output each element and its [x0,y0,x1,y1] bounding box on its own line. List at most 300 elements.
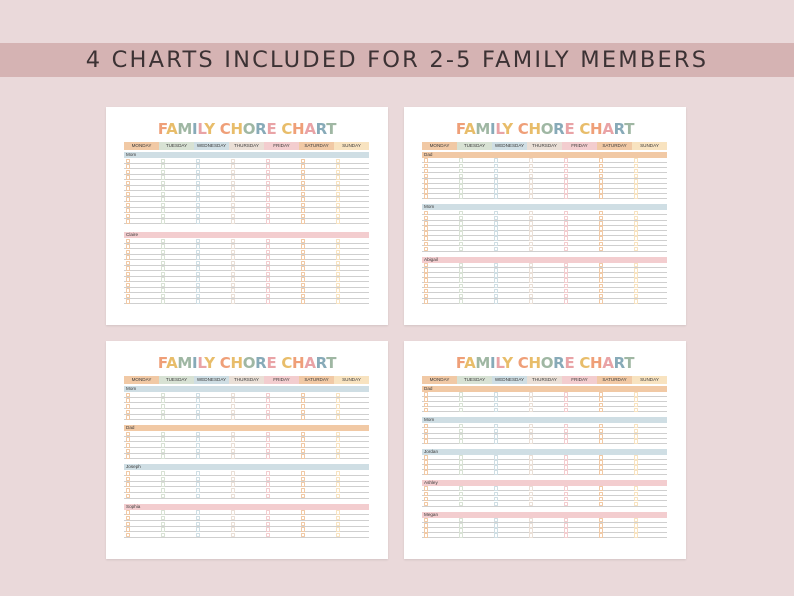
chore-checkbox[interactable] [196,203,201,208]
chore-checkbox[interactable] [126,398,131,403]
chore-checkbox[interactable] [266,398,271,403]
chore-checkbox[interactable] [336,494,341,499]
chore-checkbox[interactable] [126,181,131,186]
chore-checkbox[interactable] [196,277,201,282]
chore-checkbox[interactable] [196,488,201,493]
chore-checkbox[interactable] [196,522,201,527]
chore-checkbox[interactable] [231,277,236,282]
chore-checkbox[interactable] [336,170,341,175]
chore-checkbox[interactable] [336,272,341,277]
chore-checkbox[interactable] [599,408,604,413]
chore-checkbox[interactable] [336,432,341,437]
chore-checkbox[interactable] [266,288,271,293]
chore-checkbox[interactable] [231,239,236,244]
chore-checkbox[interactable] [301,277,306,282]
chore-checkbox[interactable] [126,266,131,271]
chore-checkbox[interactable] [231,266,236,271]
chore-checkbox[interactable] [126,443,131,448]
chore-checkbox[interactable] [424,439,429,444]
chore-checkbox[interactable] [266,219,271,224]
chore-checkbox[interactable] [529,247,534,252]
chore-checkbox[interactable] [231,432,236,437]
chore-checkbox[interactable] [301,471,306,476]
chore-checkbox[interactable] [126,186,131,191]
chore-checkbox[interactable] [161,283,166,288]
chore-checkbox[interactable] [336,244,341,249]
chore-checkbox[interactable] [564,408,569,413]
chore-checkbox[interactable] [301,203,306,208]
chore-checkbox[interactable] [196,239,201,244]
chore-checkbox[interactable] [494,502,499,507]
chore-checkbox[interactable] [301,239,306,244]
chore-checkbox[interactable] [301,181,306,186]
chore-checkbox[interactable] [266,164,271,169]
chore-checkbox[interactable] [161,192,166,197]
chore-checkbox[interactable] [301,214,306,219]
chore-checkbox[interactable] [266,443,271,448]
chore-checkbox[interactable] [126,203,131,208]
chore-checkbox[interactable] [231,197,236,202]
chore-checkbox[interactable] [196,214,201,219]
chore-checkbox[interactable] [196,197,201,202]
chore-checkbox[interactable] [126,170,131,175]
chore-checkbox[interactable] [424,470,429,475]
chore-checkbox[interactable] [231,404,236,409]
chore-checkbox[interactable] [231,164,236,169]
chore-checkbox[interactable] [336,482,341,487]
chore-checkbox[interactable] [196,482,201,487]
chore-checkbox[interactable] [301,432,306,437]
chore-checkbox[interactable] [459,502,464,507]
chore-checkbox[interactable] [529,408,534,413]
chore-checkbox[interactable] [161,432,166,437]
chore-checkbox[interactable] [564,299,569,304]
chore-checkbox[interactable] [126,299,131,304]
chore-checkbox[interactable] [126,404,131,409]
chore-checkbox[interactable] [196,415,201,420]
chore-checkbox[interactable] [301,398,306,403]
chore-checkbox[interactable] [336,239,341,244]
chore-checkbox[interactable] [231,186,236,191]
chore-checkbox[interactable] [126,219,131,224]
chore-checkbox[interactable] [161,482,166,487]
chore-checkbox[interactable] [634,194,639,199]
chore-checkbox[interactable] [231,299,236,304]
chore-checkbox[interactable] [301,255,306,260]
chore-checkbox[interactable] [126,522,131,527]
chore-checkbox[interactable] [196,471,201,476]
chore-checkbox[interactable] [196,432,201,437]
chore-checkbox[interactable] [126,192,131,197]
chore-checkbox[interactable] [301,159,306,164]
chore-checkbox[interactable] [126,477,131,482]
chore-checkbox[interactable] [266,181,271,186]
chore-checkbox[interactable] [424,299,429,304]
chore-checkbox[interactable] [231,516,236,521]
chore-checkbox[interactable] [301,170,306,175]
chore-checkbox[interactable] [336,266,341,271]
chore-checkbox[interactable] [336,175,341,180]
chore-checkbox[interactable] [196,494,201,499]
chore-checkbox[interactable] [161,510,166,515]
chore-checkbox[interactable] [301,522,306,527]
chore-checkbox[interactable] [231,510,236,515]
chore-checkbox[interactable] [301,192,306,197]
chore-checkbox[interactable] [336,404,341,409]
chore-checkbox[interactable] [196,510,201,515]
chore-checkbox[interactable] [599,439,604,444]
chore-checkbox[interactable] [301,510,306,515]
chore-checkbox[interactable] [599,533,604,538]
chore-checkbox[interactable] [161,219,166,224]
chore-checkbox[interactable] [266,527,271,532]
chore-checkbox[interactable] [231,449,236,454]
chore-checkbox[interactable] [634,470,639,475]
chore-checkbox[interactable] [266,494,271,499]
chore-checkbox[interactable] [231,488,236,493]
chore-checkbox[interactable] [231,250,236,255]
chore-checkbox[interactable] [161,471,166,476]
chore-checkbox[interactable] [634,408,639,413]
chore-checkbox[interactable] [301,393,306,398]
chore-checkbox[interactable] [599,502,604,507]
chore-checkbox[interactable] [599,299,604,304]
chore-checkbox[interactable] [196,255,201,260]
chore-checkbox[interactable] [196,272,201,277]
chore-checkbox[interactable] [336,527,341,532]
chore-checkbox[interactable] [266,192,271,197]
chore-checkbox[interactable] [336,510,341,515]
chore-checkbox[interactable] [459,470,464,475]
chore-checkbox[interactable] [336,288,341,293]
chore-checkbox[interactable] [231,482,236,487]
chore-checkbox[interactable] [336,398,341,403]
chore-checkbox[interactable] [266,277,271,282]
chore-checkbox[interactable] [126,494,131,499]
chore-checkbox[interactable] [459,533,464,538]
chore-checkbox[interactable] [336,488,341,493]
chore-checkbox[interactable] [564,533,569,538]
chore-checkbox[interactable] [126,516,131,521]
chore-checkbox[interactable] [494,439,499,444]
chore-checkbox[interactable] [196,516,201,521]
chore-checkbox[interactable] [301,443,306,448]
chore-checkbox[interactable] [161,488,166,493]
chore-checkbox[interactable] [459,194,464,199]
chore-checkbox[interactable] [336,186,341,191]
chore-checkbox[interactable] [301,261,306,266]
chore-checkbox[interactable] [196,288,201,293]
chore-checkbox[interactable] [266,283,271,288]
chore-checkbox[interactable] [634,247,639,252]
chore-checkbox[interactable] [161,415,166,420]
chore-checkbox[interactable] [301,250,306,255]
chore-checkbox[interactable] [196,437,201,442]
chore-checkbox[interactable] [459,439,464,444]
chore-checkbox[interactable] [336,516,341,521]
chore-checkbox[interactable] [301,283,306,288]
chore-checkbox[interactable] [161,214,166,219]
chore-checkbox[interactable] [126,175,131,180]
chore-checkbox[interactable] [529,502,534,507]
chore-checkbox[interactable] [231,410,236,415]
chore-checkbox[interactable] [336,410,341,415]
chore-checkbox[interactable] [336,255,341,260]
chore-checkbox[interactable] [161,244,166,249]
chore-checkbox[interactable] [301,482,306,487]
chore-checkbox[interactable] [161,437,166,442]
chore-checkbox[interactable] [196,404,201,409]
chore-checkbox[interactable] [336,299,341,304]
chore-checkbox[interactable] [266,159,271,164]
chore-checkbox[interactable] [161,533,166,538]
chore-checkbox[interactable] [424,247,429,252]
chore-checkbox[interactable] [161,454,166,459]
chore-checkbox[interactable] [266,522,271,527]
chore-checkbox[interactable] [126,261,131,266]
chore-checkbox[interactable] [634,439,639,444]
chore-checkbox[interactable] [336,197,341,202]
chore-checkbox[interactable] [301,415,306,420]
chore-checkbox[interactable] [529,533,534,538]
chore-checkbox[interactable] [231,159,236,164]
chore-checkbox[interactable] [231,415,236,420]
chore-checkbox[interactable] [231,283,236,288]
chore-checkbox[interactable] [126,239,131,244]
chore-checkbox[interactable] [161,477,166,482]
chore-checkbox[interactable] [529,194,534,199]
chore-checkbox[interactable] [336,415,341,420]
chore-checkbox[interactable] [196,283,201,288]
chore-checkbox[interactable] [266,415,271,420]
chore-checkbox[interactable] [196,393,201,398]
chore-checkbox[interactable] [126,244,131,249]
chore-checkbox[interactable] [161,443,166,448]
chore-checkbox[interactable] [231,471,236,476]
chore-checkbox[interactable] [161,197,166,202]
chore-checkbox[interactable] [301,299,306,304]
chore-checkbox[interactable] [161,159,166,164]
chore-checkbox[interactable] [266,250,271,255]
chore-checkbox[interactable] [231,393,236,398]
chore-checkbox[interactable] [126,272,131,277]
chore-checkbox[interactable] [494,533,499,538]
chore-checkbox[interactable] [301,197,306,202]
chore-checkbox[interactable] [301,454,306,459]
chore-checkbox[interactable] [301,164,306,169]
chore-checkbox[interactable] [196,410,201,415]
chore-checkbox[interactable] [301,244,306,249]
chore-checkbox[interactable] [266,533,271,538]
chore-checkbox[interactable] [161,272,166,277]
chore-checkbox[interactable] [301,219,306,224]
chore-checkbox[interactable] [336,277,341,282]
chore-checkbox[interactable] [196,164,201,169]
chore-checkbox[interactable] [196,454,201,459]
chore-checkbox[interactable] [231,443,236,448]
chore-checkbox[interactable] [266,471,271,476]
chore-checkbox[interactable] [231,244,236,249]
chore-checkbox[interactable] [494,299,499,304]
chore-checkbox[interactable] [266,255,271,260]
chore-checkbox[interactable] [336,283,341,288]
chore-checkbox[interactable] [336,181,341,186]
chore-checkbox[interactable] [196,181,201,186]
chore-checkbox[interactable] [599,194,604,199]
chore-checkbox[interactable] [161,277,166,282]
chore-checkbox[interactable] [564,194,569,199]
chore-checkbox[interactable] [336,393,341,398]
chore-checkbox[interactable] [266,170,271,175]
chore-checkbox[interactable] [266,244,271,249]
chore-checkbox[interactable] [196,208,201,213]
chore-checkbox[interactable] [196,443,201,448]
chore-checkbox[interactable] [231,181,236,186]
chore-checkbox[interactable] [126,488,131,493]
chore-checkbox[interactable] [336,208,341,213]
chore-checkbox[interactable] [336,203,341,208]
chore-checkbox[interactable] [161,250,166,255]
chore-checkbox[interactable] [266,294,271,299]
chore-checkbox[interactable] [196,175,201,180]
chore-checkbox[interactable] [266,432,271,437]
chore-checkbox[interactable] [231,214,236,219]
chore-checkbox[interactable] [301,410,306,415]
chore-checkbox[interactable] [161,516,166,521]
chore-checkbox[interactable] [266,454,271,459]
chore-checkbox[interactable] [266,393,271,398]
chore-checkbox[interactable] [494,408,499,413]
chore-checkbox[interactable] [126,288,131,293]
chore-checkbox[interactable] [231,522,236,527]
chore-checkbox[interactable] [301,449,306,454]
chore-checkbox[interactable] [266,261,271,266]
chore-checkbox[interactable] [126,454,131,459]
chore-checkbox[interactable] [266,488,271,493]
chore-checkbox[interactable] [126,208,131,213]
chore-checkbox[interactable] [231,261,236,266]
chore-checkbox[interactable] [196,266,201,271]
chore-checkbox[interactable] [634,533,639,538]
chore-checkbox[interactable] [336,471,341,476]
chore-checkbox[interactable] [231,527,236,532]
chore-checkbox[interactable] [196,533,201,538]
chore-checkbox[interactable] [529,299,534,304]
chore-checkbox[interactable] [301,186,306,191]
chore-checkbox[interactable] [126,527,131,532]
chore-checkbox[interactable] [126,482,131,487]
chore-checkbox[interactable] [266,510,271,515]
chore-checkbox[interactable] [336,214,341,219]
chore-checkbox[interactable] [266,516,271,521]
chore-checkbox[interactable] [424,533,429,538]
chore-checkbox[interactable] [126,283,131,288]
chore-checkbox[interactable] [126,437,131,442]
chore-checkbox[interactable] [161,266,166,271]
chore-checkbox[interactable] [336,294,341,299]
chore-checkbox[interactable] [459,408,464,413]
chore-checkbox[interactable] [266,203,271,208]
chore-checkbox[interactable] [231,192,236,197]
chore-checkbox[interactable] [126,415,131,420]
chore-checkbox[interactable] [301,404,306,409]
chore-checkbox[interactable] [196,294,201,299]
chore-checkbox[interactable] [126,393,131,398]
chore-checkbox[interactable] [336,522,341,527]
chore-checkbox[interactable] [336,533,341,538]
chore-checkbox[interactable] [161,170,166,175]
chore-checkbox[interactable] [231,203,236,208]
chore-checkbox[interactable] [231,272,236,277]
chore-checkbox[interactable] [161,261,166,266]
chore-checkbox[interactable] [126,410,131,415]
chore-checkbox[interactable] [336,437,341,442]
chore-checkbox[interactable] [126,159,131,164]
chore-checkbox[interactable] [196,527,201,532]
chore-checkbox[interactable] [301,494,306,499]
chore-checkbox[interactable] [126,255,131,260]
chore-checkbox[interactable] [564,470,569,475]
chore-checkbox[interactable] [126,471,131,476]
chore-checkbox[interactable] [266,186,271,191]
chore-checkbox[interactable] [266,197,271,202]
chore-checkbox[interactable] [336,192,341,197]
chore-checkbox[interactable] [196,244,201,249]
chore-checkbox[interactable] [196,398,201,403]
chore-checkbox[interactable] [126,164,131,169]
chore-checkbox[interactable] [161,255,166,260]
chore-checkbox[interactable] [126,277,131,282]
chore-checkbox[interactable] [266,477,271,482]
chore-checkbox[interactable] [529,439,534,444]
chore-checkbox[interactable] [336,250,341,255]
chore-checkbox[interactable] [494,194,499,199]
chore-checkbox[interactable] [231,294,236,299]
chore-checkbox[interactable] [231,288,236,293]
chore-checkbox[interactable] [196,477,201,482]
chore-checkbox[interactable] [161,239,166,244]
chore-checkbox[interactable] [336,261,341,266]
chore-checkbox[interactable] [196,261,201,266]
chore-checkbox[interactable] [161,393,166,398]
chore-checkbox[interactable] [126,197,131,202]
chore-checkbox[interactable] [231,494,236,499]
chore-checkbox[interactable] [126,294,131,299]
chore-checkbox[interactable] [599,247,604,252]
chore-checkbox[interactable] [336,443,341,448]
chore-checkbox[interactable] [161,494,166,499]
chore-checkbox[interactable] [161,288,166,293]
chore-checkbox[interactable] [231,255,236,260]
chore-checkbox[interactable] [634,299,639,304]
chore-checkbox[interactable] [266,266,271,271]
chore-checkbox[interactable] [196,170,201,175]
chore-checkbox[interactable] [231,170,236,175]
chore-checkbox[interactable] [564,502,569,507]
chore-checkbox[interactable] [196,449,201,454]
chore-checkbox[interactable] [459,299,464,304]
chore-checkbox[interactable] [126,432,131,437]
chore-checkbox[interactable] [161,294,166,299]
chore-checkbox[interactable] [161,164,166,169]
chore-checkbox[interactable] [266,272,271,277]
chore-checkbox[interactable] [266,208,271,213]
chore-checkbox[interactable] [494,247,499,252]
chore-checkbox[interactable] [266,437,271,442]
chore-checkbox[interactable] [266,299,271,304]
chore-checkbox[interactable] [161,181,166,186]
chore-checkbox[interactable] [126,533,131,538]
